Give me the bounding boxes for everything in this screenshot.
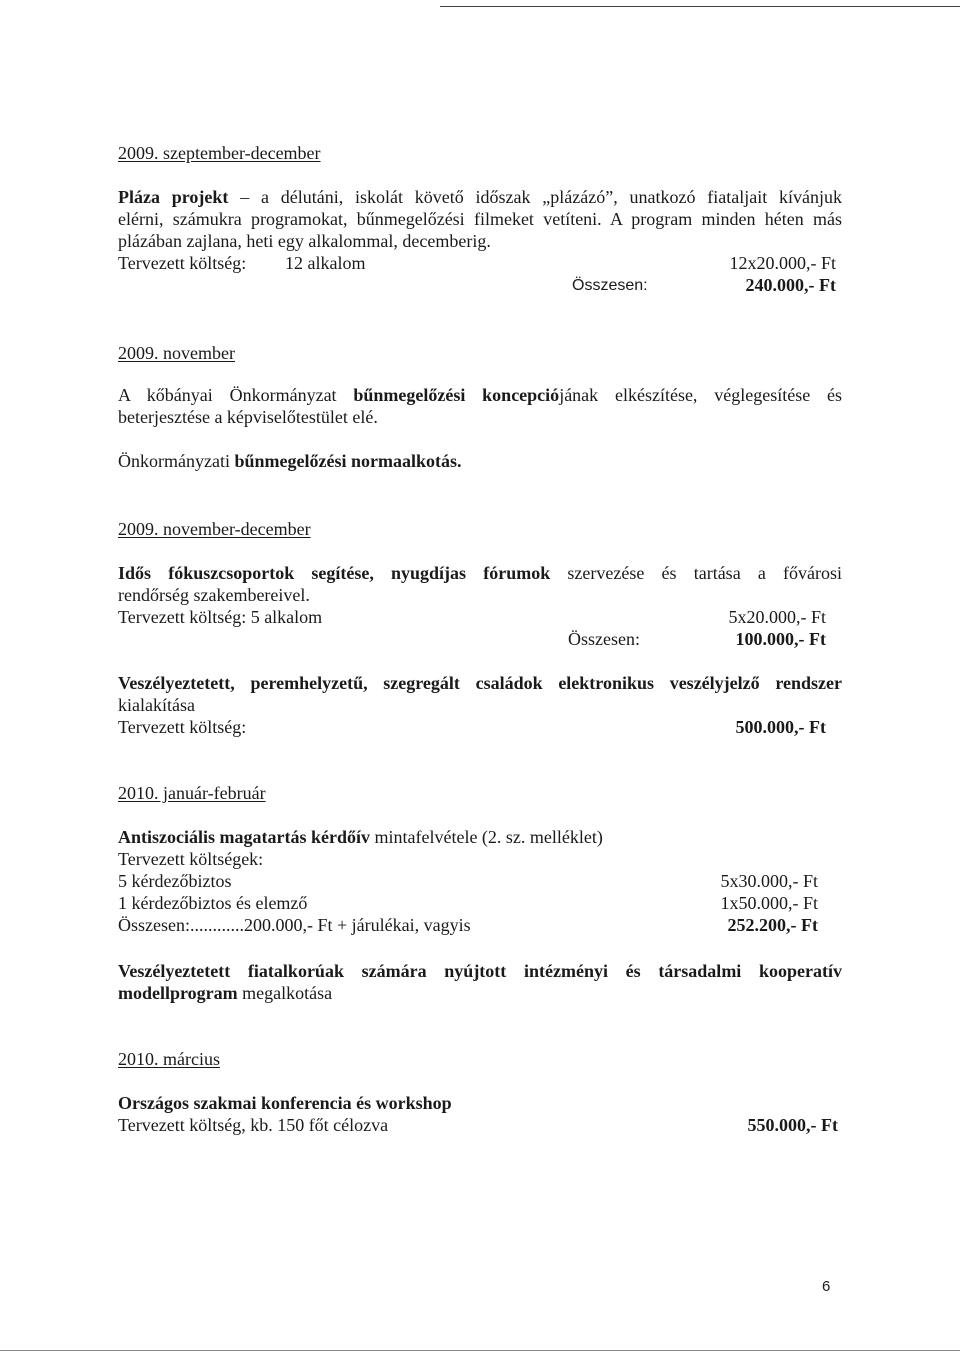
fokuszcsoport-cost-calc: 5x20.000,- Ft xyxy=(728,607,826,627)
kerdoiv-line xyxy=(118,826,603,848)
kerdoiv-row1-value: 5x30.000,- Ft xyxy=(720,871,818,891)
plaza-project-title: Pláza projekt xyxy=(118,187,229,207)
plaza-project-text1: – a délutáni, iskolát követő időszak „plázázó”, unatkozó fiataljait kívánjuk xyxy=(228,187,842,207)
koncepcio-bold: bűnmegelőzési koncepció xyxy=(353,385,560,405)
section-heading-2009-sep-dec: 2009. szeptember-december xyxy=(118,143,321,163)
modellprogram-line2 xyxy=(118,982,332,1004)
modellprogram-line1: Veszélyeztetett fiatalkorúak számára nyújtott intézményi és társadalmi kooperatív xyxy=(118,961,842,981)
koncepcio-line1 xyxy=(118,384,842,406)
plaza-project-line1 xyxy=(118,186,842,208)
koncepcio-line2: beterjesztése a képviselőtestület elé. xyxy=(118,407,378,427)
modellprogram-bold: modellprogram xyxy=(118,983,238,1003)
kerdoiv-costs-label: Tervezett költségek: xyxy=(118,849,264,869)
veszelyjelzo-line2: kialakítása xyxy=(118,695,195,715)
page-number: 6 xyxy=(822,1278,831,1295)
kerdoiv-row2-label: 1 kérdezőbiztos és elemző xyxy=(118,893,308,913)
fokuszcsoport-rest: szervezése és tartása a fővárosi xyxy=(550,563,843,583)
top-border-line xyxy=(440,6,960,7)
fokuszcsoport-line1 xyxy=(118,562,842,584)
normaalkotas-pre: Önkormányzati xyxy=(118,451,235,471)
section-heading-2009-nov-dec: 2009. november-december xyxy=(118,519,311,539)
kerdoiv-row3-value: 252.200,- Ft xyxy=(727,915,818,935)
koncepcio-rest: jának elkészítése, véglegesítése és xyxy=(559,385,842,405)
plaza-project-line2: elérni, számukra programokat, bűnmegelőzési filmeket vetíteni. A program minden héten más xyxy=(118,209,842,229)
plaza-project-line3: plázában zajlana, heti egy alkalommal, decemberig. xyxy=(118,231,491,251)
plaza-total-label: Összesen: xyxy=(572,277,648,294)
kerdoiv-bold: Antiszociális magatartás kérdőív xyxy=(118,827,370,847)
plaza-cost-detail: 12 alkalom xyxy=(285,253,366,273)
modellprogram-rest: megalkotása xyxy=(237,983,333,1003)
fokuszcsoport-cost-label: Tervezett költség: 5 alkalom xyxy=(118,607,323,627)
section-heading-2010-mar: 2010. március xyxy=(118,1049,220,1069)
fokuszcsoport-line2: rendőrség szakembereivel. xyxy=(118,585,310,605)
plaza-cost-calc: 12x20.000,- Ft xyxy=(729,253,836,273)
section-heading-2009-nov: 2009. november xyxy=(118,343,235,363)
veszelyjelzo-cost-value: 500.000,- Ft xyxy=(735,717,826,737)
normaalkotas-bold: bűnmegelőzési normaalkotás. xyxy=(234,451,462,471)
plaza-cost-label: Tervezett költség: xyxy=(118,253,247,273)
plaza-total-value: 240.000,- Ft xyxy=(745,275,836,295)
bottom-border-line xyxy=(0,1350,960,1351)
kerdoiv-row1-label: 5 kérdezőbiztos xyxy=(118,871,232,891)
konferencia-cost-label: Tervezett költség, kb. 150 főt célozva xyxy=(118,1115,389,1135)
fokuszcsoport-total-label: Összesen: xyxy=(568,629,640,649)
kerdoiv-row2-value: 1x50.000,- Ft xyxy=(720,893,818,913)
konferencia-cost-value: 550.000,- Ft xyxy=(747,1115,838,1135)
veszelyjelzo-cost-label: Tervezett költség: xyxy=(118,717,247,737)
fokuszcsoport-bold: Idős fókuszcsoportok segítése, nyugdíjas fórumok xyxy=(118,563,551,583)
section-heading-2010-jan-feb: 2010. január-február xyxy=(118,783,266,803)
kerdoiv-row3-label: Összesen:............200.000,- Ft + járulékai, vagyis xyxy=(118,915,471,935)
konferencia-title: Országos szakmai konferencia és workshop xyxy=(118,1093,452,1113)
kerdoiv-rest: mintafelvétele (2. sz. melléklet) xyxy=(369,827,603,847)
veszelyjelzo-line1: Veszélyeztetett, peremhelyzetű, szegregált családok elektronikus veszélyjelző rendszer xyxy=(118,673,842,693)
fokuszcsoport-total-value: 100.000,- Ft xyxy=(735,629,826,649)
normaalkotas-line xyxy=(118,450,461,472)
koncepcio-pre: A kőbányai Önkormányzat xyxy=(118,385,354,405)
